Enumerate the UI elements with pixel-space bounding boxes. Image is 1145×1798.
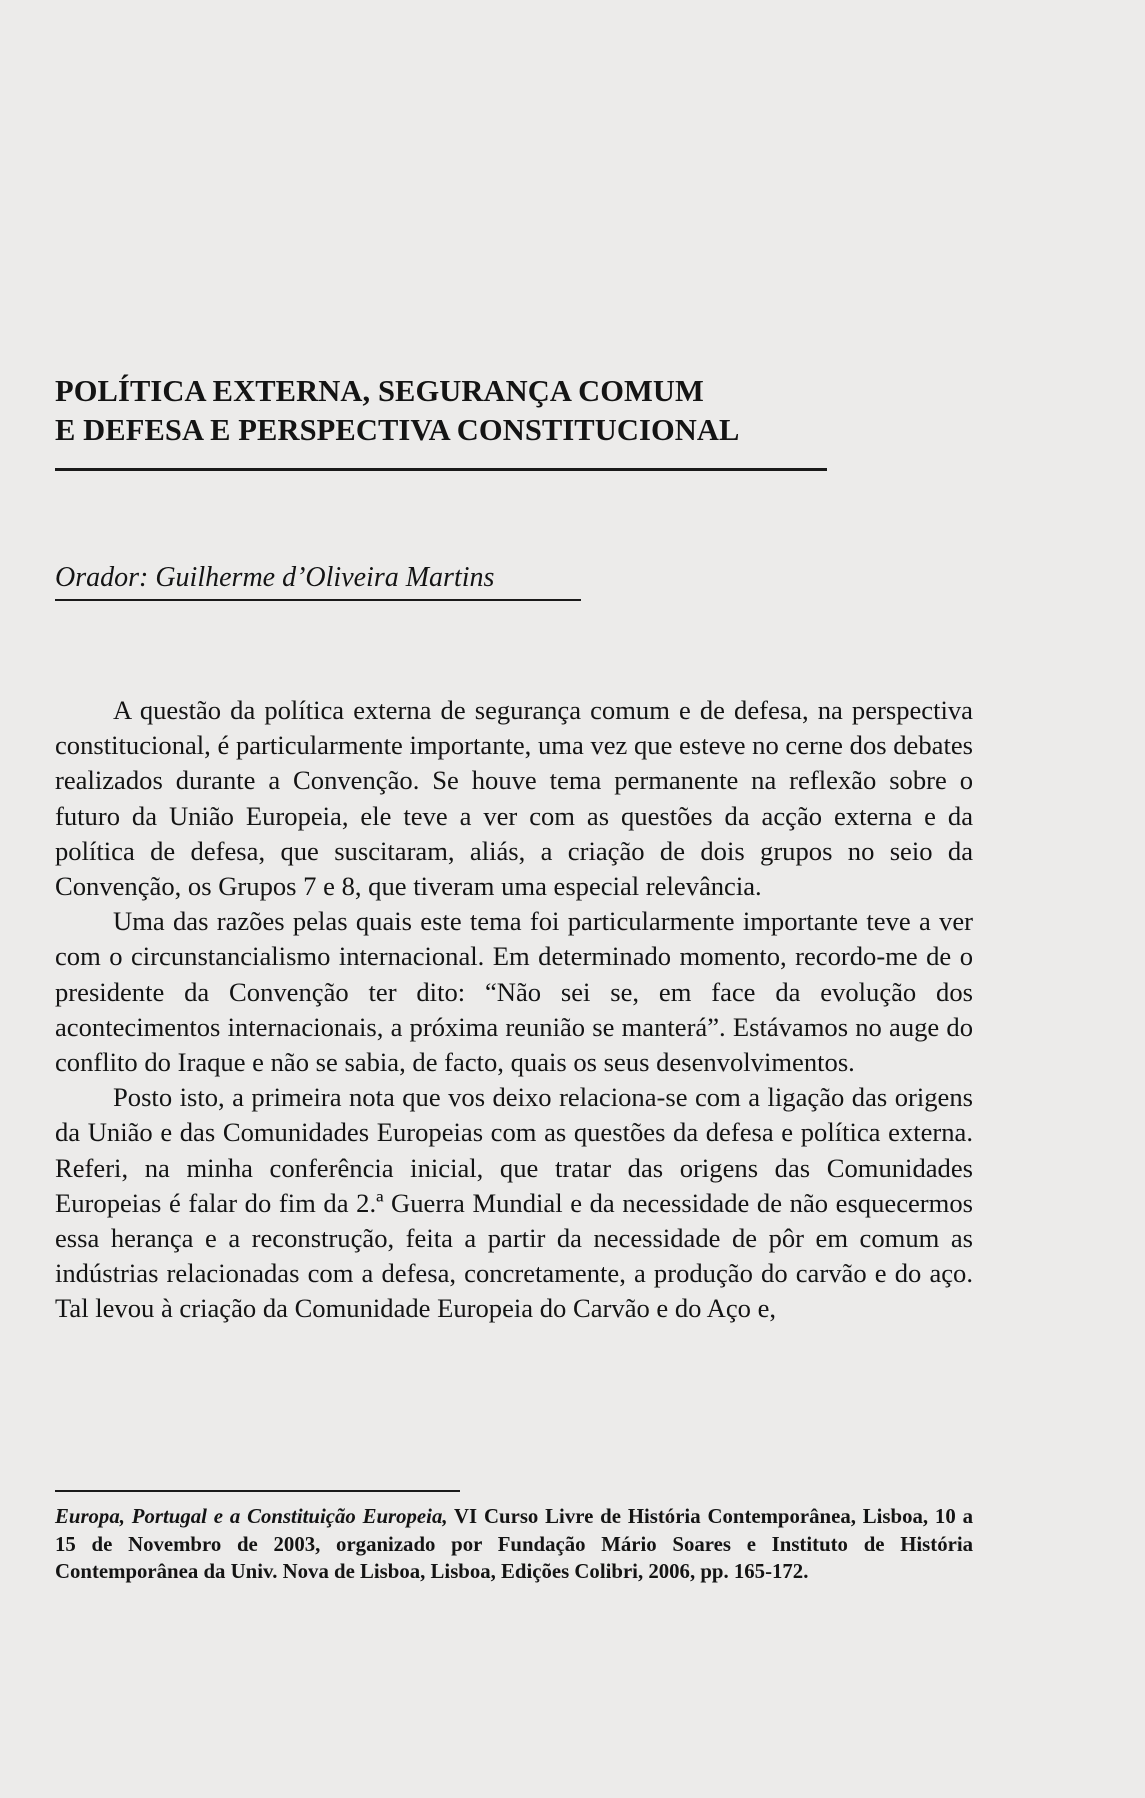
article-body [55, 693, 973, 1327]
footnote-divider [55, 1490, 460, 1492]
title-underline [55, 468, 827, 471]
footnote-details: VI Curso Livre de História Contemporânea, Lisboa, 10 a 15 de Novembro de 2003, organizado por Fundação Mário Soares e Instituto de História Contemporânea da Univ. Nova de Lisboa, Lisboa, Edições Colibri, 2006, pp. 165-172. [55, 1505, 973, 1583]
speaker-line: Orador: Guilherme d’Oliveira Martins [55, 561, 581, 601]
article-title [55, 372, 995, 450]
article-title-line-1: POLÍTICA EXTERNA, SEGURANÇA COMUM [55, 374, 704, 408]
body-paragraph: Posto isto, a primeira nota que vos deixo relaciona-se com a ligação das origens da União e das Comunidades Europeias com as questões da defesa e política externa. Referi, na minha conferência inicial, que tratar das origens das Comunidades Europeias é falar do fim da 2.ª Guerra Mundial e da necessidade de não esquecermos essa herança e a reconstrução, feita a partir da necessidade de pôr em comum as indústrias relacionadas com a defesa, concretamente, a produção do carvão e do aço. Tal levou à criação da Comunidade Europeia do Carvão e do Aço e, [55, 1082, 973, 1324]
footnote-book-title: Europa, Portugal e a Constituição Europeia, [55, 1505, 448, 1528]
body-paragraph: Uma das razões pelas quais este tema foi particularmente importante teve a ver com o circunstancialismo internacional. Em determinado momento, recordo-me de o presidente da Convenção ter dito: “Não sei se, em face da evolução dos acontecimentos internacionais, a próxima reunião se manterá”. Estávamos no auge do conflito do Iraque e não se sabia, de facto, quais os seus desenvolvimentos. [55, 906, 973, 1078]
body-paragraph: A questão da política externa de segurança comum e de defesa, na perspectiva constitucional, é particularmente importante, uma vez que esteve no cerne dos debates realizados durante a Convenção. Se houve tema permanente na reflexão sobre o futuro da União Europeia, ele teve a ver com as questões da acção externa e da política de defesa, que suscitaram, aliás, a criação de dois grupos no seio da Convenção, os Grupos 7 e 8, que tiveram uma especial relevância. [55, 695, 973, 902]
footnote [55, 1503, 973, 1586]
article-title-line-2: E DEFESA E PERSPECTIVA CONSTITUCIONAL [55, 413, 740, 447]
